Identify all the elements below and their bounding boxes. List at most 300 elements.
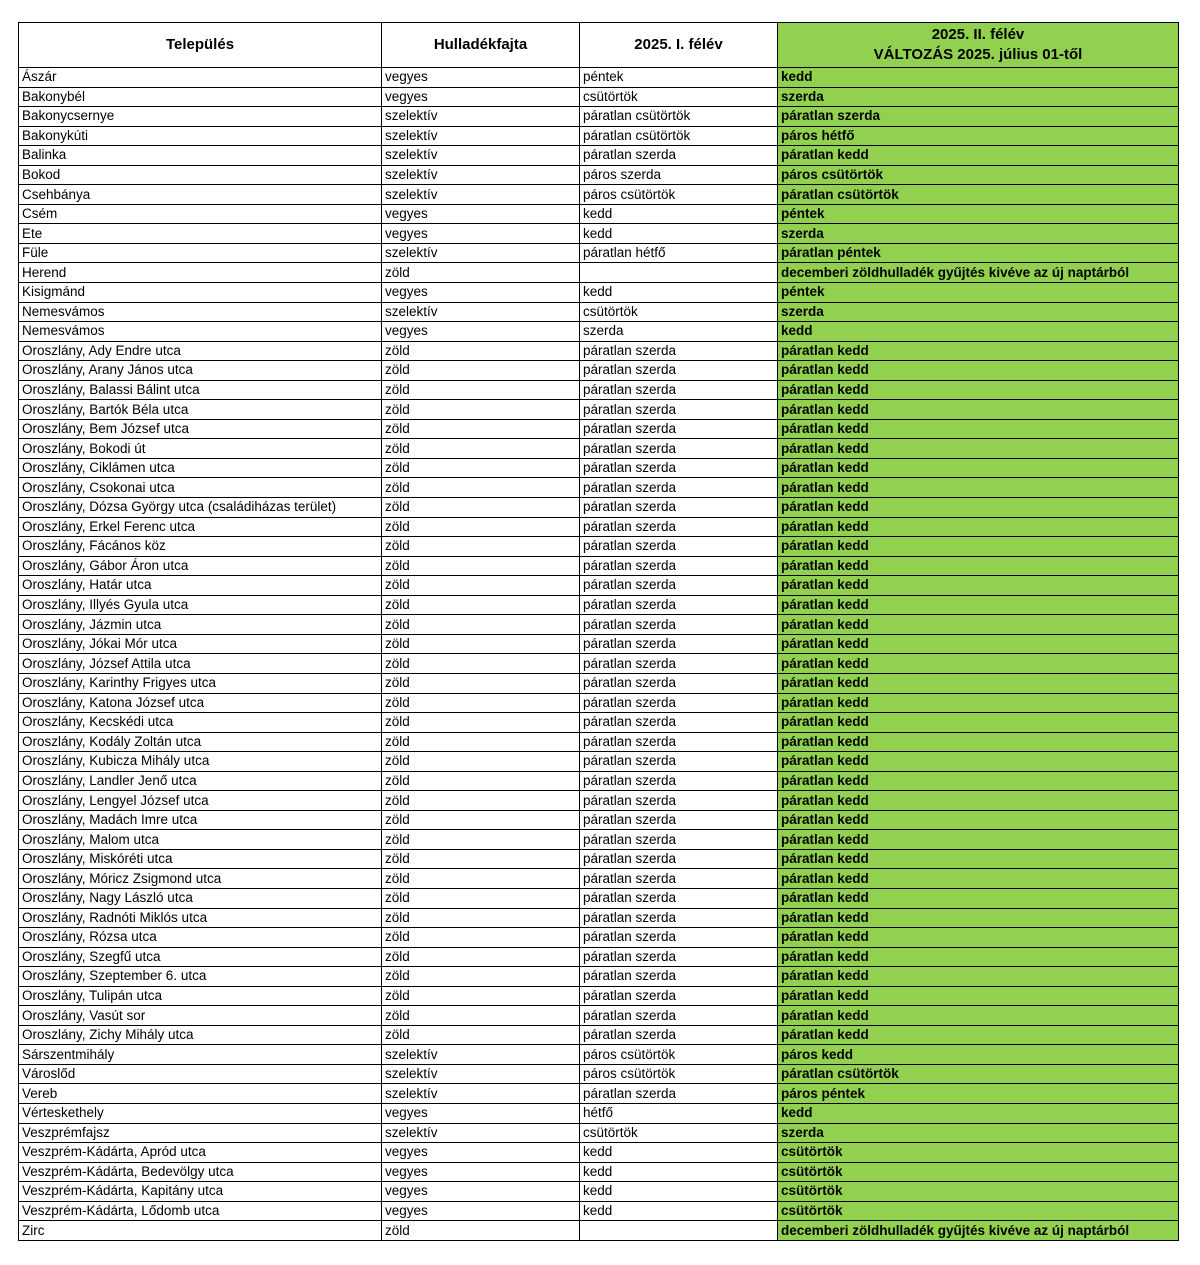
table-row [19, 830, 1179, 850]
cell-first-half: kedd [580, 1162, 778, 1182]
cell-first-half: páratlan csütörtök [580, 107, 778, 127]
cell-settlement: Veszprémfajsz [19, 1123, 382, 1143]
collection-schedule-table [18, 22, 1179, 1241]
cell-waste-type: zöld [382, 693, 580, 713]
cell-first-half: páratlan szerda [580, 654, 778, 674]
cell-waste-type: vegyes [382, 224, 580, 244]
cell-waste-type: vegyes [382, 68, 580, 88]
table-row [19, 1143, 1179, 1163]
cell-first-half: páratlan szerda [580, 986, 778, 1006]
cell-second-half: páratlan kedd [778, 888, 1179, 908]
table-row [19, 1201, 1179, 1221]
cell-waste-type: zöld [382, 595, 580, 615]
cell-settlement: Oroszlány, Kubicza Mihály utca [19, 752, 382, 772]
cell-waste-type: zöld [382, 830, 580, 850]
table-row [19, 537, 1179, 557]
cell-waste-type: zöld [382, 380, 580, 400]
table-row [19, 713, 1179, 733]
cell-first-half: páratlan szerda [580, 595, 778, 615]
cell-settlement: Oroszlány, Kodály Zoltán utca [19, 732, 382, 752]
cell-settlement: Ászár [19, 68, 382, 88]
table-row [19, 967, 1179, 987]
cell-first-half [580, 263, 778, 283]
cell-settlement: Oroszlány, Arany János utca [19, 361, 382, 381]
cell-second-half: páratlan kedd [778, 419, 1179, 439]
table-row [19, 1182, 1179, 1202]
cell-second-half: páros kedd [778, 1045, 1179, 1065]
cell-settlement: Sárszentmihály [19, 1045, 382, 1065]
cell-settlement: Nemesvámos [19, 322, 382, 342]
cell-settlement: Oroszlány, Radnóti Miklós utca [19, 908, 382, 928]
cell-first-half: páratlan szerda [580, 458, 778, 478]
cell-waste-type: zöld [382, 556, 580, 576]
table-row [19, 752, 1179, 772]
cell-second-half: kedd [778, 1103, 1179, 1123]
cell-second-half: szerda [778, 1123, 1179, 1143]
cell-settlement: Veszprém-Kádárta, Apród utca [19, 1143, 382, 1163]
table-body [19, 68, 1179, 1241]
cell-settlement: Kisigmánd [19, 283, 382, 303]
header-change-note: VÁLTOZÁS 2025. július 01-től [873, 46, 1083, 63]
cell-first-half: kedd [580, 1201, 778, 1221]
cell-settlement: Oroszlány, Zichy Mihály utca [19, 1025, 382, 1045]
cell-settlement: Oroszlány, Bem József utca [19, 419, 382, 439]
cell-waste-type: zöld [382, 888, 580, 908]
cell-waste-type: zöld [382, 634, 580, 654]
cell-second-half: csütörtök [778, 1162, 1179, 1182]
cell-settlement: Bakonybél [19, 87, 382, 107]
table-row [19, 693, 1179, 713]
cell-first-half: páratlan szerda [580, 419, 778, 439]
cell-waste-type: zöld [382, 498, 580, 518]
cell-settlement: Oroszlány, Landler Jenő utca [19, 771, 382, 791]
cell-waste-type: szelektív [382, 302, 580, 322]
cell-second-half: páros péntek [778, 1084, 1179, 1104]
cell-second-half: páratlan kedd [778, 908, 1179, 928]
cell-first-half: páratlan szerda [580, 517, 778, 537]
table-row [19, 302, 1179, 322]
cell-second-half: páratlan kedd [778, 928, 1179, 948]
cell-settlement: Zirc [19, 1221, 382, 1241]
cell-second-half: páratlan kedd [778, 458, 1179, 478]
table-row [19, 126, 1179, 146]
cell-first-half: páratlan szerda [580, 888, 778, 908]
cell-first-half: páratlan szerda [580, 908, 778, 928]
cell-second-half: páratlan kedd [778, 615, 1179, 635]
cell-waste-type: vegyes [382, 1143, 580, 1163]
table-row [19, 888, 1179, 908]
table-row [19, 204, 1179, 224]
cell-settlement: Csém [19, 204, 382, 224]
cell-second-half: páratlan csütörtök [778, 185, 1179, 205]
cell-waste-type: zöld [382, 849, 580, 869]
cell-first-half: hétfő [580, 1103, 778, 1123]
table-row [19, 1045, 1179, 1065]
table-row [19, 869, 1179, 889]
table-row [19, 87, 1179, 107]
cell-first-half: csütörtök [580, 1123, 778, 1143]
cell-second-half: páratlan kedd [778, 478, 1179, 498]
cell-first-half: páratlan szerda [580, 1025, 778, 1045]
cell-waste-type: zöld [382, 458, 580, 478]
cell-waste-type: zöld [382, 419, 580, 439]
cell-second-half: páros hétfő [778, 126, 1179, 146]
cell-waste-type: szelektív [382, 1045, 580, 1065]
table-row [19, 1123, 1179, 1143]
cell-first-half: páratlan szerda [580, 380, 778, 400]
cell-first-half: kedd [580, 1182, 778, 1202]
cell-waste-type: szelektív [382, 243, 580, 263]
cell-settlement: Oroszlány, Karinthy Frigyes utca [19, 673, 382, 693]
table-row [19, 517, 1179, 537]
table-row [19, 1162, 1179, 1182]
cell-second-half: páratlan kedd [778, 771, 1179, 791]
cell-second-half: páratlan kedd [778, 537, 1179, 557]
cell-waste-type: szelektív [382, 1123, 580, 1143]
table-row [19, 615, 1179, 635]
cell-waste-type: vegyes [382, 204, 580, 224]
cell-settlement: Oroszlány, Móricz Zsigmond utca [19, 869, 382, 889]
cell-waste-type: zöld [382, 1221, 580, 1241]
cell-first-half: páratlan szerda [580, 634, 778, 654]
cell-first-half: páratlan csütörtök [580, 126, 778, 146]
table-row [19, 478, 1179, 498]
table-row [19, 185, 1179, 205]
cell-first-half: páratlan szerda [580, 752, 778, 772]
table-row [19, 576, 1179, 596]
table-row [19, 947, 1179, 967]
table-row [19, 1084, 1179, 1104]
cell-first-half: páros szerda [580, 165, 778, 185]
cell-settlement: Oroszlány, Nagy László utca [19, 888, 382, 908]
cell-waste-type: vegyes [382, 283, 580, 303]
cell-second-half: páratlan kedd [778, 791, 1179, 811]
table-row [19, 380, 1179, 400]
cell-second-half: páratlan kedd [778, 849, 1179, 869]
cell-settlement: Bokod [19, 165, 382, 185]
cell-first-half: páratlan szerda [580, 849, 778, 869]
cell-waste-type: szelektív [382, 165, 580, 185]
cell-second-half: páratlan kedd [778, 1006, 1179, 1026]
table-row [19, 810, 1179, 830]
cell-settlement: Oroszlány, Jázmin utca [19, 615, 382, 635]
cell-waste-type: zöld [382, 986, 580, 1006]
header-first-half: 2025. I. félév [580, 23, 778, 68]
table-row [19, 322, 1179, 342]
cell-second-half: páratlan kedd [778, 361, 1179, 381]
cell-second-half: páratlan kedd [778, 986, 1179, 1006]
cell-waste-type: zöld [382, 361, 580, 381]
cell-first-half: szerda [580, 322, 778, 342]
cell-second-half: páratlan kedd [778, 576, 1179, 596]
cell-first-half: páratlan szerda [580, 576, 778, 596]
table-row [19, 107, 1179, 127]
cell-second-half: szerda [778, 87, 1179, 107]
cell-first-half: páratlan szerda [580, 830, 778, 850]
cell-waste-type: vegyes [382, 87, 580, 107]
cell-settlement: Oroszlány, Fácános köz [19, 537, 382, 557]
cell-first-half: páratlan szerda [580, 810, 778, 830]
table-row [19, 458, 1179, 478]
cell-first-half: páratlan szerda [580, 693, 778, 713]
cell-second-half: szerda [778, 224, 1179, 244]
cell-settlement: Balinka [19, 146, 382, 166]
cell-settlement: Városlőd [19, 1064, 382, 1084]
cell-second-half: páratlan kedd [778, 732, 1179, 752]
cell-settlement: Oroszlány, Miskóréti utca [19, 849, 382, 869]
cell-waste-type: zöld [382, 810, 580, 830]
cell-waste-type: vegyes [382, 1103, 580, 1123]
cell-waste-type: zöld [382, 654, 580, 674]
cell-settlement: Oroszlány, Erkel Ferenc utca [19, 517, 382, 537]
cell-first-half: páratlan szerda [580, 673, 778, 693]
cell-settlement: Oroszlány, Madách Imre utca [19, 810, 382, 830]
cell-waste-type: zöld [382, 713, 580, 733]
cell-second-half: páratlan kedd [778, 439, 1179, 459]
cell-first-half: páratlan szerda [580, 498, 778, 518]
table-row [19, 1221, 1179, 1241]
cell-waste-type: vegyes [382, 1201, 580, 1221]
cell-second-half: páratlan kedd [778, 693, 1179, 713]
cell-first-half: páratlan szerda [580, 1006, 778, 1026]
cell-settlement: Oroszlány, Balassi Bálint utca [19, 380, 382, 400]
cell-settlement: Oroszlány, Lengyel József utca [19, 791, 382, 811]
cell-second-half: páratlan kedd [778, 869, 1179, 889]
cell-first-half: kedd [580, 224, 778, 244]
cell-settlement: Oroszlány, Ady Endre utca [19, 341, 382, 361]
table-row [19, 146, 1179, 166]
cell-second-half: páratlan kedd [778, 146, 1179, 166]
cell-first-half: csütörtök [580, 87, 778, 107]
header-second-half-title: 2025. II. félév [931, 26, 1025, 43]
table-row [19, 1006, 1179, 1026]
cell-first-half: páros csütörtök [580, 1045, 778, 1065]
cell-waste-type: zöld [382, 439, 580, 459]
cell-waste-type: zöld [382, 967, 580, 987]
cell-second-half: páratlan kedd [778, 752, 1179, 772]
cell-first-half: páratlan szerda [580, 869, 778, 889]
cell-settlement: Oroszlány, Ciklámen utca [19, 458, 382, 478]
cell-waste-type: szelektív [382, 146, 580, 166]
cell-settlement: Oroszlány, Katona József utca [19, 693, 382, 713]
cell-waste-type: szelektív [382, 107, 580, 127]
cell-first-half: csütörtök [580, 302, 778, 322]
cell-settlement: Oroszlány, Szeptember 6. utca [19, 967, 382, 987]
table-row [19, 341, 1179, 361]
cell-waste-type: zöld [382, 928, 580, 948]
cell-waste-type: zöld [382, 771, 580, 791]
cell-settlement: Oroszlány, Jókai Mór utca [19, 634, 382, 654]
table-row [19, 771, 1179, 791]
cell-second-half: páratlan kedd [778, 947, 1179, 967]
table-row [19, 1025, 1179, 1045]
table-row [19, 908, 1179, 928]
cell-settlement: Csehbánya [19, 185, 382, 205]
cell-waste-type: zöld [382, 947, 580, 967]
cell-second-half: páratlan kedd [778, 498, 1179, 518]
cell-waste-type: zöld [382, 341, 580, 361]
cell-first-half: páratlan szerda [580, 947, 778, 967]
cell-first-half: páros csütörtök [580, 1064, 778, 1084]
cell-waste-type: zöld [382, 576, 580, 596]
cell-second-half: páratlan kedd [778, 634, 1179, 654]
table-row [19, 595, 1179, 615]
table-row [19, 1103, 1179, 1123]
cell-settlement: Oroszlány, Kecskédi utca [19, 713, 382, 733]
cell-first-half: páratlan szerda [580, 146, 778, 166]
table-row [19, 791, 1179, 811]
cell-second-half: szerda [778, 302, 1179, 322]
cell-waste-type: zöld [382, 517, 580, 537]
cell-first-half: páros csütörtök [580, 185, 778, 205]
table-row [19, 283, 1179, 303]
cell-settlement: Oroszlány, Malom utca [19, 830, 382, 850]
cell-first-half: páratlan szerda [580, 556, 778, 576]
cell-second-half: decemberi zöldhulladék gyűjtés kivéve az új naptárból [778, 1221, 1179, 1241]
cell-first-half: páratlan szerda [580, 928, 778, 948]
cell-first-half: kedd [580, 1143, 778, 1163]
table-row [19, 439, 1179, 459]
header-settlement: Település [19, 23, 382, 68]
cell-first-half: kedd [580, 283, 778, 303]
cell-settlement: Füle [19, 243, 382, 263]
cell-second-half: páratlan kedd [778, 556, 1179, 576]
cell-settlement: Vereb [19, 1084, 382, 1104]
cell-waste-type: szelektív [382, 1064, 580, 1084]
cell-first-half: páratlan szerda [580, 791, 778, 811]
cell-second-half: decemberi zöldhulladék gyűjtés kivéve az új naptárból [778, 263, 1179, 283]
cell-first-half: páratlan szerda [580, 1084, 778, 1104]
table-row [19, 400, 1179, 420]
cell-first-half: páratlan szerda [580, 478, 778, 498]
table-row [19, 243, 1179, 263]
cell-second-half: csütörtök [778, 1182, 1179, 1202]
cell-settlement: Oroszlány, Illyés Gyula utca [19, 595, 382, 615]
table-row [19, 556, 1179, 576]
table-row [19, 263, 1179, 283]
cell-settlement: Oroszlány, Gábor Áron utca [19, 556, 382, 576]
cell-second-half: csütörtök [778, 1143, 1179, 1163]
table-row [19, 849, 1179, 869]
cell-first-half: páratlan szerda [580, 713, 778, 733]
table-row [19, 165, 1179, 185]
cell-settlement: Veszprém-Kádárta, Lődomb utca [19, 1201, 382, 1221]
cell-settlement: Oroszlány, Tulipán utca [19, 986, 382, 1006]
cell-settlement: Oroszlány, József Attila utca [19, 654, 382, 674]
cell-waste-type: vegyes [382, 1162, 580, 1182]
cell-waste-type: zöld [382, 1006, 580, 1026]
cell-settlement: Herend [19, 263, 382, 283]
cell-first-half: páratlan szerda [580, 771, 778, 791]
cell-settlement: Oroszlány, Bokodi út [19, 439, 382, 459]
cell-second-half: páratlan péntek [778, 243, 1179, 263]
cell-second-half: páratlan kedd [778, 967, 1179, 987]
cell-first-half: péntek [580, 68, 778, 88]
cell-settlement: Bakonykúti [19, 126, 382, 146]
cell-first-half: páratlan szerda [580, 341, 778, 361]
cell-second-half: kedd [778, 322, 1179, 342]
table-row [19, 68, 1179, 88]
cell-settlement: Ete [19, 224, 382, 244]
table-row [19, 732, 1179, 752]
cell-second-half: páratlan kedd [778, 673, 1179, 693]
cell-waste-type: zöld [382, 908, 580, 928]
cell-first-half: páratlan szerda [580, 439, 778, 459]
cell-settlement: Bakonycsernye [19, 107, 382, 127]
cell-waste-type: zöld [382, 752, 580, 772]
cell-first-half: páratlan szerda [580, 732, 778, 752]
cell-second-half: péntek [778, 204, 1179, 224]
cell-settlement: Oroszlány, Vasút sor [19, 1006, 382, 1026]
table-row [19, 361, 1179, 381]
cell-settlement: Oroszlány, Szegfű utca [19, 947, 382, 967]
cell-waste-type: zöld [382, 263, 580, 283]
table-row [19, 986, 1179, 1006]
cell-waste-type: zöld [382, 791, 580, 811]
table-row [19, 498, 1179, 518]
table-row [19, 928, 1179, 948]
cell-second-half: páratlan kedd [778, 1025, 1179, 1045]
cell-waste-type: zöld [382, 615, 580, 635]
cell-second-half: páratlan csütörtök [778, 1064, 1179, 1084]
cell-waste-type: szelektív [382, 1084, 580, 1104]
cell-waste-type: zöld [382, 673, 580, 693]
table-row [19, 634, 1179, 654]
cell-waste-type: szelektív [382, 126, 580, 146]
cell-second-half: páratlan kedd [778, 830, 1179, 850]
cell-second-half: páratlan kedd [778, 380, 1179, 400]
table-row [19, 419, 1179, 439]
cell-waste-type: zöld [382, 1025, 580, 1045]
cell-first-half: páratlan szerda [580, 361, 778, 381]
cell-first-half: páratlan szerda [580, 400, 778, 420]
cell-waste-type: zöld [382, 478, 580, 498]
cell-settlement: Nemesvámos [19, 302, 382, 322]
cell-settlement: Veszprém-Kádárta, Bedevölgy utca [19, 1162, 382, 1182]
cell-waste-type: vegyes [382, 1182, 580, 1202]
cell-settlement: Veszprém-Kádárta, Kapitány utca [19, 1182, 382, 1202]
cell-second-half: páratlan kedd [778, 400, 1179, 420]
cell-settlement: Oroszlány, Rózsa utca [19, 928, 382, 948]
cell-waste-type: vegyes [382, 322, 580, 342]
table-row [19, 1064, 1179, 1084]
cell-settlement: Oroszlány, Csokonai utca [19, 478, 382, 498]
cell-second-half: páros csütörtök [778, 165, 1179, 185]
cell-second-half: páratlan kedd [778, 810, 1179, 830]
cell-second-half: páratlan kedd [778, 595, 1179, 615]
cell-second-half: páratlan kedd [778, 341, 1179, 361]
cell-second-half: páratlan szerda [778, 107, 1179, 127]
table-row [19, 654, 1179, 674]
cell-waste-type: zöld [382, 537, 580, 557]
cell-settlement: Oroszlány, Határ utca [19, 576, 382, 596]
header-waste-type: Hulladékfajta [382, 23, 580, 68]
cell-first-half: kedd [580, 204, 778, 224]
cell-waste-type: zöld [382, 400, 580, 420]
table-row [19, 224, 1179, 244]
cell-waste-type: zöld [382, 869, 580, 889]
cell-second-half: páratlan kedd [778, 654, 1179, 674]
cell-waste-type: zöld [382, 732, 580, 752]
table-row [19, 673, 1179, 693]
cell-second-half: kedd [778, 68, 1179, 88]
schedule-sheet [18, 22, 1178, 1241]
cell-settlement: Oroszlány, Dózsa György utca (családiházas terület) [19, 498, 382, 518]
cell-settlement: Oroszlány, Bartók Béla utca [19, 400, 382, 420]
cell-settlement: Vérteskethely [19, 1103, 382, 1123]
header-row [19, 23, 1179, 68]
cell-first-half: páratlan szerda [580, 537, 778, 557]
